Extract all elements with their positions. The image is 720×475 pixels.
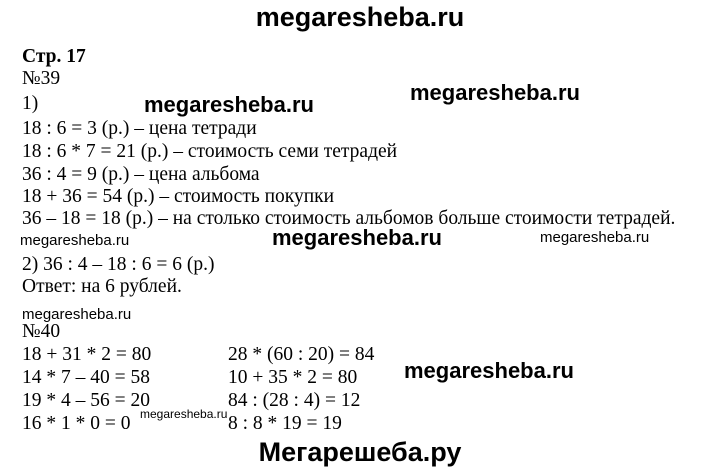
watermark: megaresheba.ru: [404, 358, 574, 383]
task-39-part1-label: 1): [22, 93, 39, 114]
solution-line: 18 : 6 = 3 (р.) – цена тетради: [22, 118, 257, 139]
solution-line: 36 – 18 = 18 (р.) – на столько стоимость альбомов больше стоимости тетрадей.: [22, 208, 676, 229]
watermark: megaresheba.ru: [540, 229, 650, 246]
watermark: megaresheba.ru: [20, 232, 130, 249]
watermark: megaresheba.ru: [140, 407, 228, 421]
expression-right: 28 * (60 : 20) = 84: [228, 344, 375, 365]
watermark: megaresheba.ru: [144, 92, 314, 117]
solution-line: 18 : 6 * 7 = 21 (р.) – стоимость семи тетрадей: [22, 141, 398, 162]
expression-right: 10 + 35 * 2 = 80: [228, 367, 358, 388]
watermark-bottom: Мегарешеба.ру: [258, 437, 462, 467]
task-39-part2: 2) 36 : 4 – 18 : 6 = 6 (р.): [22, 254, 215, 275]
expression-right: 8 : 8 * 19 = 19: [228, 413, 342, 434]
expression-left: 14 * 7 – 40 = 58: [22, 367, 150, 388]
task-39-number: №39: [22, 68, 61, 89]
watermark: megaresheba.ru: [272, 225, 442, 250]
watermark: megaresheba.ru: [410, 80, 580, 105]
solution-line: 18 + 36 = 54 (р.) – стоимость покупки: [22, 186, 335, 207]
expression-left: 19 * 4 – 56 = 20: [22, 390, 150, 411]
solution-line: 36 : 4 = 9 (р.) – цена альбома: [22, 164, 260, 185]
watermark-top: megaresheba.ru: [255, 2, 465, 32]
watermark: megaresheba.ru: [22, 306, 132, 323]
page-title: Стр. 17: [22, 46, 86, 67]
task-39-answer: Ответ: на 6 рублей.: [22, 276, 182, 297]
expression-left: 16 * 1 * 0 = 0: [22, 413, 131, 434]
task-40-number: №40: [22, 321, 61, 342]
expression-left: 18 + 31 * 2 = 80: [22, 344, 152, 365]
expression-right: 84 : (28 : 4) = 12: [228, 390, 361, 411]
